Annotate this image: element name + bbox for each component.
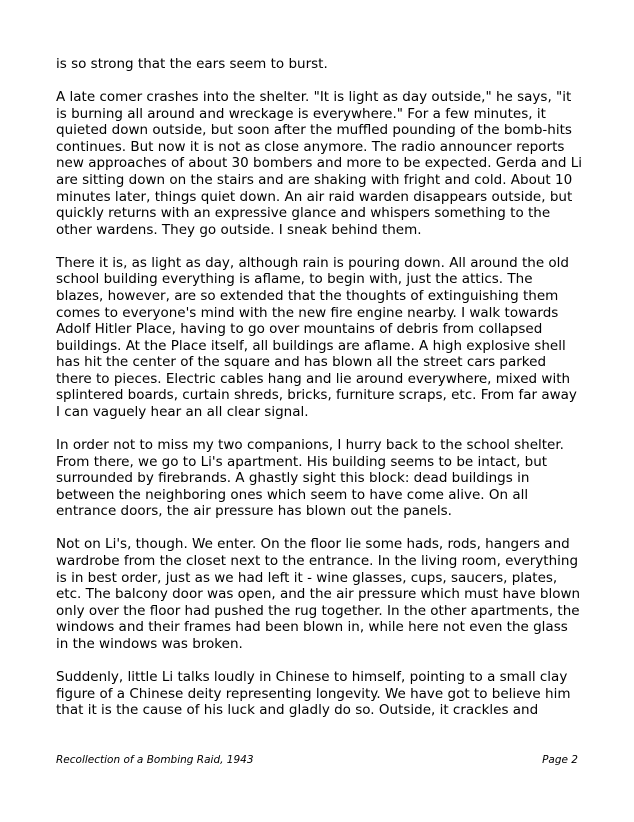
paragraph: is so strong that the ears seem to burst. [56,56,328,72]
paragraph: Not on Li's, though. We enter. On the floor lie some hads, rods, hangers and wardrobe from the closet next to the entrance. In the living room, everything is in best order, just as we had left it - wine glasses, cups, saucers, plates, etc. The balcony door was open, and the air pressure which must have blown only over the floor had pushed the rug together. In the other apartments, the windows and their frames had been blown in, while here not even the glass in the windows was broken. [56,536,581,652]
page-footer [56,754,578,766]
paragraph: A late comer crashes into the shelter. "It is light as day outside," he says, "it is burning all around and wreckage is everywhere." For a few minutes, it quieted down outside, but soon after the muffled pounding of the bomb-hits continues. But now it is not as close anymore. The radio announcer reports new approaches of about 30 bombers and more to be expected. Gerda and Li are sitting down on the stairs and are shaking with fright and cold. About 10 minutes later, things quiet down. An air raid warden disappears outside, but quickly returns with an expressive glance and whispers something to the other wardens. They go outside. I sneak behind them. [56,88,582,238]
paragraph: Suddenly, little Li talks loudly in Chinese to himself, pointing to a small clay figure of a Chinese deity representing longevity. We have got to believe him that it is the cause of his luck and gladly do so. Outside, it crackles and [56,668,571,719]
footer-title: Recollection of a Bombing Raid, 1943 [56,754,254,766]
paragraph: In order not to miss my two companions, I hurry back to the school shelter. From there, we go to Li's apartment. His building seems to be intact, but surrounded by firebrands. A ghastly sight this block: dead buildings in between the neighboring ones which seem to have come alive. On all entrance doors, the air pressure has blown out the panels. [56,437,564,520]
document-body [56,56,584,735]
paragraph: There it is, as light as day, although rain is pouring down. All around the old school building everything is aflame, to begin with, just the attics. The blazes, however, are so extended that the thoughts of extinguishing them comes to everyone's mind with the new fire engine nearby. I walk towards Adolf Hitler Place, having to go over mountains of debris from collapsed buildings. At the Place itself, all buildings are aflame. A high explosive shell has hit the center of the square and has blown all the street cars parked there to pieces. Electric cables hang and lie around everywhere, mixed with splintered boards, curtain shreds, bricks, furniture scraps, etc. From far away I can vaguely hear an all clear signal. [56,254,577,421]
page-number: Page 2 [542,754,578,766]
